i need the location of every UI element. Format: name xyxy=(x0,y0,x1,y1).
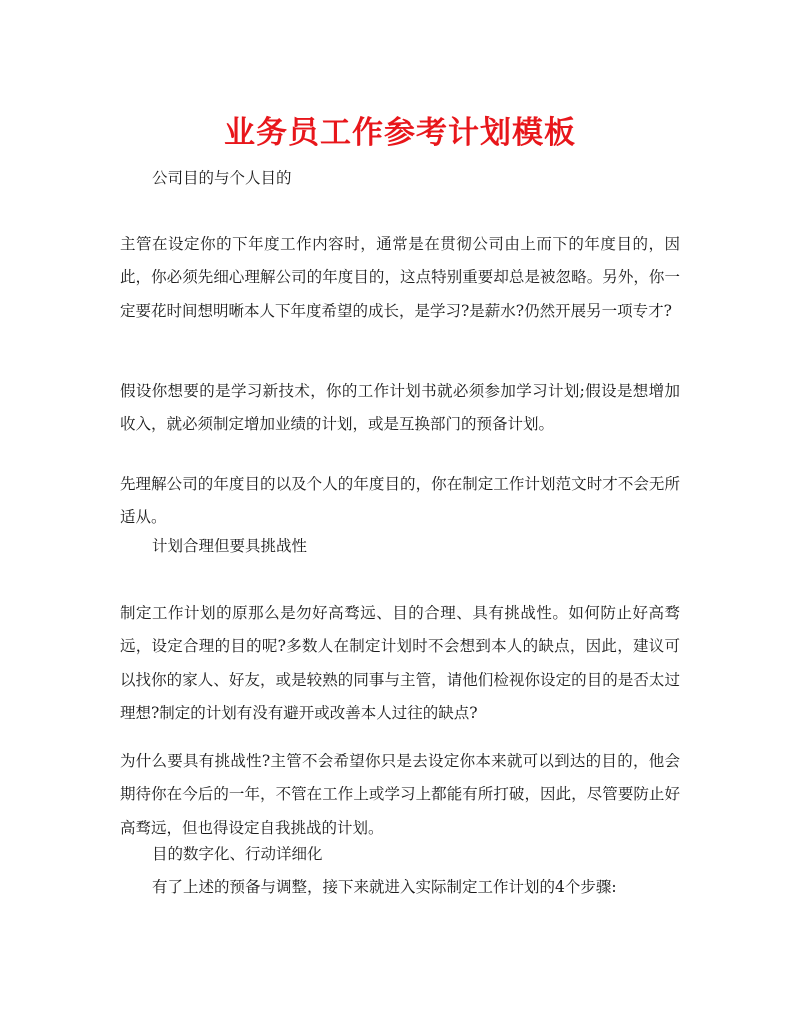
paragraph-reasonable-goals: 制定工作计划的原那么是勿好高骛远、目的合理、具有挑战性。如何防止好高骛远，设定合理的目的呢?多数人在制定计划时不会想到本人的缺点，因此，建议可以找你的家人、好友，或是较熟的同事与主管，请他们检视你设定的目的是否太过理想?制定的计划有没有避开或改善本人过往的缺点? xyxy=(120,604,680,722)
document-title: 业务员工作参考计划模板 xyxy=(224,115,576,151)
paragraph-learning-plan: 假设你想要的是学习新技术，你的工作计划书就必须参加学习计划;假设是想增加收入，就必须制定增加业绩的计划，或是互换部门的预备计划。 xyxy=(120,382,680,434)
paragraph-why-challenge: 为什么要具有挑战性?主管不会希望你只是去设定你本来就可以到达的目的，他会期待你在今后的一年，不管在工作上或学习上都能有所打破，因此，尽管要防止好高骛远，但也得设定自我挑战的计划。 xyxy=(120,752,680,837)
section-heading-challenge: 计划合理但要具挑战性 xyxy=(152,537,308,555)
paragraph-understand-goals: 先理解公司的年度目的以及个人的年度目的，你在制定工作计划范文时才不会无所适从。 xyxy=(120,475,680,527)
section-heading-goals: 公司目的与个人目的 xyxy=(152,169,292,187)
section-heading-quantify: 目的数字化、行动详细化 xyxy=(152,845,323,863)
paragraph-four-steps: 有了上述的预备与调整，接下来就进入实际制定工作计划的4个步骤: xyxy=(152,878,617,896)
paragraph-annual-goals: 主管在设定你的下年度工作内容时，通常是在贯彻公司由上而下的年度目的，因此，你必须先细心理解公司的年度目的，这点特别重要却总是被忽略。另外，你一定要花时间想明晰本人下年度希望的成长，是学习?是薪水?仍然开展另一项专才? xyxy=(120,235,680,320)
